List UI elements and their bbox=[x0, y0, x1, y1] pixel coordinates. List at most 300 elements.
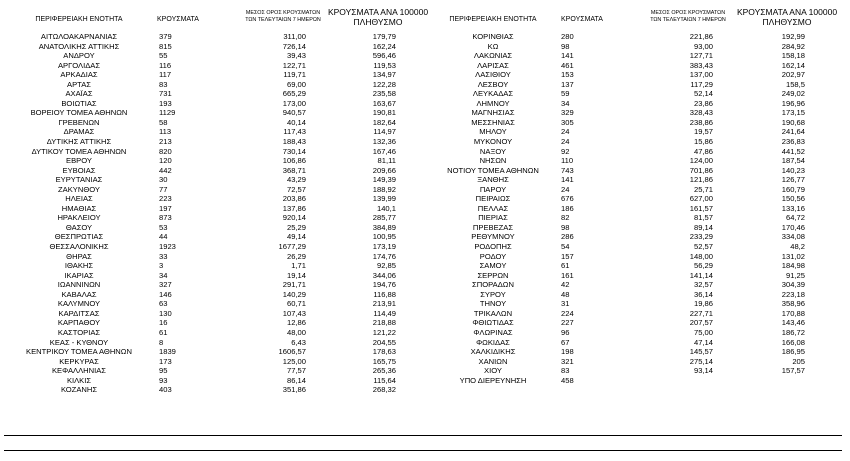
per100k-cell: 334,08 bbox=[781, 232, 805, 242]
table-row bbox=[427, 175, 844, 185]
table-row bbox=[427, 118, 844, 128]
cases-cell: 442 bbox=[159, 165, 172, 175]
cases-cell: 141 bbox=[561, 51, 574, 61]
region-cell: ΝΟΤΙΟΥ ΤΟΜΕΑ ΑΘΗΝΩΝ bbox=[447, 165, 539, 175]
cases-cell: 137 bbox=[561, 79, 574, 89]
table-row bbox=[427, 242, 844, 252]
table-row bbox=[427, 108, 844, 118]
per100k-cell: 91,25 bbox=[785, 270, 805, 280]
region-cell: ΑΝΔΡΟΥ bbox=[63, 51, 95, 61]
avg7-cell: 726,14 bbox=[282, 41, 306, 51]
cases-cell: 24 bbox=[561, 184, 570, 194]
cases-cell: 63 bbox=[159, 299, 168, 309]
avg7-cell: 137,86 bbox=[282, 203, 306, 213]
avg7-cell: 106,86 bbox=[282, 156, 306, 166]
per100k-cell: 119,53 bbox=[373, 60, 396, 70]
per100k-cell: 157,57 bbox=[781, 366, 805, 376]
cases-cell: 116 bbox=[159, 60, 172, 70]
avg7-cell: 52,14 bbox=[693, 89, 713, 99]
region-cell: ΠΕΙΡΑΙΩΣ bbox=[475, 194, 511, 204]
per100k-cell: 202,97 bbox=[781, 70, 805, 80]
table-row bbox=[427, 127, 844, 137]
header-per100k-line2: ΠΛΗΘΥΣΜΟ bbox=[762, 16, 812, 27]
table-row bbox=[427, 99, 844, 109]
per100k-cell: 173,19 bbox=[372, 242, 396, 252]
table-row bbox=[427, 89, 844, 99]
table-row bbox=[427, 328, 844, 338]
per100k-cell: 116,88 bbox=[373, 289, 396, 299]
per100k-cell: 166,08 bbox=[781, 337, 805, 347]
per100k-cell: 186,72 bbox=[781, 327, 805, 337]
avg7-cell: 383,43 bbox=[689, 60, 713, 70]
avg7-cell: 26,29 bbox=[286, 251, 306, 261]
cases-cell: 61 bbox=[561, 261, 570, 271]
table-row bbox=[427, 194, 844, 204]
table-row bbox=[427, 252, 844, 262]
per100k-cell: 265,36 bbox=[372, 366, 396, 376]
avg7-cell: 940,57 bbox=[282, 108, 306, 118]
table-row bbox=[427, 318, 844, 328]
cases-cell: 379 bbox=[159, 32, 172, 41]
region-cell: ΗΜΑΘΙΑΣ bbox=[61, 203, 97, 213]
cases-cell: 305 bbox=[561, 117, 574, 127]
table-row bbox=[6, 232, 427, 242]
cases-cell: 61 bbox=[159, 327, 168, 337]
avg7-cell: 39,43 bbox=[286, 51, 306, 61]
per100k-cell: 126,77 bbox=[781, 175, 805, 185]
region-cell: ΧΙΟΥ bbox=[484, 366, 502, 376]
table-row bbox=[6, 51, 427, 61]
avg7-cell: 93,00 bbox=[693, 41, 713, 51]
table-row bbox=[6, 366, 427, 376]
region-cell: ΒΟΙΩΤΙΑΣ bbox=[61, 98, 97, 108]
region-cell: ΚΟΖΑΝΗΣ bbox=[60, 385, 98, 395]
region-cell: ΤΡΙΚΑΛΩΝ bbox=[473, 308, 513, 318]
table-row bbox=[6, 338, 427, 348]
avg7-cell: 89,14 bbox=[693, 222, 713, 232]
region-cell: ΞΑΝΘΗΣ bbox=[477, 175, 509, 185]
region-cell: ΙΩΑΝΝΙΝΩΝ bbox=[57, 280, 101, 290]
header-cases: ΚΡΟΥΣΜΑΤΑ bbox=[157, 16, 199, 23]
region-cell: ΚΟΡΙΝΘΙΑΣ bbox=[472, 32, 514, 41]
per100k-cell: 143,46 bbox=[781, 318, 805, 328]
table-row bbox=[6, 385, 427, 395]
avg7-cell: 730,14 bbox=[282, 146, 306, 156]
per100k-cell: 134,97 bbox=[372, 70, 396, 80]
avg7-cell: 25,71 bbox=[693, 184, 713, 194]
cases-cell: 198 bbox=[561, 347, 574, 357]
table-row bbox=[427, 166, 844, 176]
region-cell: ΚΩ bbox=[487, 41, 499, 51]
table-row bbox=[427, 366, 844, 376]
cases-cell: 16 bbox=[159, 318, 168, 328]
cases-cell: 42 bbox=[561, 280, 570, 290]
cases-cell: 120 bbox=[159, 156, 172, 166]
avg7-cell: 311,00 bbox=[283, 32, 306, 41]
cases-cell: 117 bbox=[159, 70, 172, 80]
table-row bbox=[6, 175, 427, 185]
table-row bbox=[6, 252, 427, 262]
cases-cell: 193 bbox=[159, 98, 172, 108]
cases-cell: 461 bbox=[561, 60, 574, 70]
table-row bbox=[6, 328, 427, 338]
avg7-cell: 368,71 bbox=[282, 165, 306, 175]
table-row bbox=[6, 32, 427, 42]
right-table bbox=[427, 4, 844, 385]
region-cell: ΜΥΚΟΝΟΥ bbox=[473, 137, 513, 147]
table-row bbox=[6, 357, 427, 367]
region-cell: ΔΥΤΙΚΗΣ ΑΤΤΙΚΗΣ bbox=[46, 137, 112, 147]
table-row bbox=[427, 204, 844, 214]
per100k-cell: 196,96 bbox=[781, 98, 805, 108]
cases-cell: 98 bbox=[561, 222, 570, 232]
per100k-cell: 235,58 bbox=[372, 89, 396, 99]
avg7-cell: 1,71 bbox=[291, 261, 306, 271]
avg7-cell: 23,86 bbox=[693, 98, 713, 108]
avg7-cell: 238,86 bbox=[689, 117, 713, 127]
avg7-cell: 173,00 bbox=[282, 98, 306, 108]
avg7-cell: 107,43 bbox=[282, 308, 306, 318]
region-cell: ΗΛΕΙΑΣ bbox=[65, 194, 93, 204]
region-cell: ΣΥΡΟΥ bbox=[480, 289, 506, 299]
table-row bbox=[6, 280, 427, 290]
per100k-cell: 174,76 bbox=[372, 251, 396, 261]
table-row bbox=[427, 137, 844, 147]
cases-cell: 48 bbox=[561, 289, 570, 299]
avg7-cell: 275,14 bbox=[689, 356, 713, 366]
cases-cell: 173 bbox=[159, 356, 172, 366]
avg7-cell: 12,86 bbox=[286, 318, 306, 328]
table-row bbox=[6, 156, 427, 166]
table-row bbox=[427, 51, 844, 61]
avg7-cell: 32,57 bbox=[693, 280, 713, 290]
table-row bbox=[427, 223, 844, 233]
region-cell: ΚΕΦΑΛΛΗΝΙΑΣ bbox=[51, 366, 107, 376]
region-cell: ΚΕΡΚΥΡΑΣ bbox=[59, 356, 99, 366]
per100k-cell: 358,96 bbox=[781, 299, 805, 309]
table-row bbox=[427, 147, 844, 157]
table-row bbox=[6, 80, 427, 90]
per100k-cell: 187,54 bbox=[781, 156, 805, 166]
cases-cell: 329 bbox=[561, 108, 574, 118]
table-row bbox=[427, 213, 844, 223]
cases-cell: 130 bbox=[159, 308, 172, 318]
header-region: ΠΕΡΙΦΕΡΕΙΑΚΗ ΕΝΟΤΗΤΑ bbox=[35, 16, 123, 23]
per100k-cell: 184,98 bbox=[781, 261, 805, 271]
table-row bbox=[6, 271, 427, 281]
region-cell: ΛΕΥΚΑΔΑΣ bbox=[472, 89, 514, 99]
avg7-cell: 121,86 bbox=[689, 175, 713, 185]
avg7-cell: 56,29 bbox=[693, 261, 713, 271]
cases-cell: 77 bbox=[159, 184, 168, 194]
header-avg7-line2: ΤΩΝ ΤΕΛΕΥΤΑΙΩΝ 7 ΗΜΕΡΩΝ bbox=[650, 17, 726, 23]
cases-cell: 743 bbox=[561, 165, 574, 175]
region-cell: ΔΡΑΜΑΣ bbox=[63, 127, 95, 137]
cases-cell: 113 bbox=[159, 127, 172, 137]
per100k-cell: 218,88 bbox=[372, 318, 396, 328]
avg7-cell: 1606,57 bbox=[278, 347, 306, 357]
table-row bbox=[427, 290, 844, 300]
avg7-cell: 93,14 bbox=[693, 366, 713, 376]
avg7-cell: 221,86 bbox=[689, 32, 713, 41]
cases-cell: 92 bbox=[561, 146, 570, 156]
per100k-cell: 139,99 bbox=[372, 194, 396, 204]
avg7-cell: 291,71 bbox=[282, 280, 306, 290]
per100k-cell: 158,18 bbox=[781, 51, 805, 61]
table-row bbox=[6, 309, 427, 319]
region-cell: ΦΛΩΡΙΝΑΣ bbox=[473, 327, 513, 337]
table-row bbox=[6, 70, 427, 80]
avg7-cell: 140,29 bbox=[282, 289, 306, 299]
table-row bbox=[427, 376, 844, 386]
avg7-cell: 124,00 bbox=[689, 156, 713, 166]
table-row bbox=[427, 299, 844, 309]
per100k-cell: 178,63 bbox=[372, 347, 396, 357]
cases-cell: 458 bbox=[561, 375, 574, 385]
per100k-cell: 204,55 bbox=[372, 337, 396, 347]
region-cell: ΖΑΚΥΝΘΟΥ bbox=[58, 184, 100, 194]
cases-cell: 227 bbox=[561, 318, 574, 328]
avg7-cell: 351,86 bbox=[282, 385, 306, 395]
table-row bbox=[427, 338, 844, 348]
cases-cell: 224 bbox=[561, 308, 574, 318]
table-row bbox=[427, 185, 844, 195]
table-row bbox=[427, 61, 844, 71]
cases-cell: 403 bbox=[159, 385, 172, 395]
cases-cell: 34 bbox=[159, 270, 168, 280]
cases-cell: 34 bbox=[561, 98, 570, 108]
table-row bbox=[6, 318, 427, 328]
per100k-cell: 179,79 bbox=[372, 32, 396, 41]
avg7-cell: 125,00 bbox=[282, 356, 306, 366]
avg7-cell: 188,43 bbox=[282, 137, 306, 147]
cases-cell: 153 bbox=[561, 70, 574, 80]
avg7-cell: 43,29 bbox=[286, 175, 306, 185]
table-row bbox=[427, 156, 844, 166]
cases-cell: 286 bbox=[561, 232, 574, 242]
avg7-cell: 145,57 bbox=[689, 347, 713, 357]
header-per100k bbox=[733, 8, 841, 27]
per100k-cell: 170,88 bbox=[781, 308, 805, 318]
region-cell: ΑΧΑΪΑΣ bbox=[65, 89, 93, 99]
left-table-header bbox=[6, 4, 427, 30]
region-cell: ΣΕΡΡΩΝ bbox=[477, 270, 509, 280]
table-row bbox=[6, 42, 427, 52]
per100k-cell: 163,67 bbox=[372, 98, 396, 108]
avg7-cell: 148,00 bbox=[689, 251, 713, 261]
region-cell: ΝΑΞΟΥ bbox=[479, 146, 507, 156]
region-cell: ΠΡΕΒΕΖΑΣ bbox=[472, 222, 514, 232]
per100k-cell: 188,92 bbox=[372, 184, 396, 194]
cases-cell: 223 bbox=[159, 194, 172, 204]
cases-cell: 24 bbox=[561, 127, 570, 137]
region-cell: ΛΗΜΝΟΥ bbox=[476, 98, 510, 108]
per100k-cell: 140,23 bbox=[781, 165, 805, 175]
region-cell: ΜΕΣΣΗΝΙΑΣ bbox=[471, 117, 515, 127]
avg7-cell: 25,29 bbox=[286, 222, 306, 232]
cases-cell: 31 bbox=[561, 299, 570, 309]
region-cell: ΑΝΑΤΟΛΙΚΗΣ ΑΤΤΙΚΗΣ bbox=[38, 41, 120, 51]
cases-cell: 161 bbox=[561, 270, 574, 280]
region-cell: ΠΕΛΛΑΣ bbox=[477, 203, 509, 213]
per100k-cell: 223,18 bbox=[781, 289, 805, 299]
per100k-cell: 384,89 bbox=[372, 222, 396, 232]
per100k-cell: 236,83 bbox=[781, 137, 805, 147]
region-cell: ΑΙΤΩΛΟΑΚΑΡΝΑΝΙΑΣ bbox=[40, 32, 118, 41]
region-cell: ΦΘΙΩΤΙΔΑΣ bbox=[472, 318, 514, 328]
per100k-cell: 596,46 bbox=[372, 51, 396, 61]
cases-cell: 110 bbox=[561, 156, 574, 166]
region-cell: ΦΩΚΙΔΑΣ bbox=[476, 337, 510, 347]
per100k-cell: 182,64 bbox=[372, 117, 396, 127]
avg7-cell: 72,57 bbox=[286, 184, 306, 194]
avg7-cell: 1677,29 bbox=[278, 242, 306, 252]
cases-cell: 98 bbox=[561, 41, 570, 51]
table-row bbox=[6, 242, 427, 252]
cases-cell: 820 bbox=[159, 146, 172, 156]
table-row bbox=[6, 118, 427, 128]
table-row bbox=[427, 70, 844, 80]
region-cell: ΥΠΟ ΔΙΕΡΕΥΝΗΣΗ bbox=[459, 375, 527, 385]
region-cell: ΑΡΓΟΛΙΔΑΣ bbox=[57, 60, 101, 70]
avg7-cell: 19,57 bbox=[693, 127, 713, 137]
region-cell: ΣΠΟΡΑΔΩΝ bbox=[472, 280, 514, 290]
region-cell: ΙΚΑΡΙΑΣ bbox=[64, 270, 94, 280]
table-row bbox=[6, 194, 427, 204]
avg7-cell: 81,57 bbox=[693, 213, 713, 223]
cases-cell: 1129 bbox=[159, 108, 176, 118]
table-row bbox=[427, 357, 844, 367]
cases-cell: 157 bbox=[561, 251, 574, 261]
region-cell: ΛΕΣΒΟΥ bbox=[477, 79, 509, 89]
table-row bbox=[6, 185, 427, 195]
region-cell: ΑΡΤΑΣ bbox=[67, 79, 91, 89]
avg7-cell: 48,00 bbox=[286, 327, 306, 337]
per100k-cell: 48,2 bbox=[790, 242, 805, 252]
per100k-cell: 162,24 bbox=[372, 41, 396, 51]
per100k-cell: 115,64 bbox=[373, 375, 396, 385]
cases-cell: 67 bbox=[561, 337, 570, 347]
table-row bbox=[6, 89, 427, 99]
avg7-cell: 47,86 bbox=[693, 146, 713, 156]
header-per100k-line1: ΚΡΟΥΣΜΑΤΑ ΑΝΑ 100000 bbox=[327, 7, 429, 17]
region-cell: ΜΑΓΝΗΣΙΑΣ bbox=[471, 108, 515, 118]
cases-cell: 55 bbox=[159, 51, 168, 61]
per100k-cell: 190,68 bbox=[781, 117, 805, 127]
left-table bbox=[6, 4, 427, 395]
avg7-cell: 40,14 bbox=[286, 117, 306, 127]
table-row bbox=[427, 347, 844, 357]
cases-cell: 95 bbox=[159, 366, 168, 376]
table-row bbox=[6, 99, 427, 109]
table-row bbox=[6, 223, 427, 233]
region-cell: ΚΕΑΣ - ΚΥΘΝΟΥ bbox=[49, 337, 109, 347]
per100k-cell: 122,28 bbox=[372, 79, 396, 89]
left-table-body bbox=[6, 32, 427, 395]
cases-cell: 3 bbox=[159, 261, 164, 271]
region-cell: ΔΥΤΙΚΟΥ ΤΟΜΕΑ ΑΘΗΝΩΝ bbox=[31, 146, 127, 156]
avg7-cell: 920,14 bbox=[282, 213, 306, 223]
cases-cell: 815 bbox=[159, 41, 172, 51]
header-per100k-line1: ΚΡΟΥΣΜΑΤΑ ΑΝΑ 100000 bbox=[736, 7, 838, 17]
per100k-cell: 160,79 bbox=[781, 184, 805, 194]
region-cell: ΓΡΕΒΕΝΩΝ bbox=[58, 117, 100, 127]
region-cell: ΘΕΣΠΡΩΤΙΑΣ bbox=[54, 232, 104, 242]
region-cell: ΚΑΡΠΑΘΟΥ bbox=[57, 318, 101, 328]
cases-cell: 44 bbox=[159, 232, 168, 242]
region-cell: ΚΑΒΑΛΑΣ bbox=[61, 289, 97, 299]
table-row bbox=[6, 261, 427, 271]
cases-cell: 33 bbox=[159, 251, 168, 261]
region-cell: ΤΗΝΟΥ bbox=[479, 299, 507, 309]
per100k-cell: 100,95 bbox=[372, 232, 396, 242]
cases-cell: 327 bbox=[159, 280, 172, 290]
table-row bbox=[6, 213, 427, 223]
header-avg7-line2: ΤΩΝ ΤΕΛΕΥΤΑΙΩΝ 7 ΗΜΕΡΩΝ bbox=[245, 17, 321, 23]
cases-cell: 321 bbox=[561, 356, 574, 366]
avg7-cell: 69,00 bbox=[286, 79, 306, 89]
table-row bbox=[6, 290, 427, 300]
header-cases: ΚΡΟΥΣΜΑΤΑ bbox=[561, 16, 603, 23]
region-cell: ΣΑΜΟΥ bbox=[479, 261, 507, 271]
table-row bbox=[427, 280, 844, 290]
avg7-cell: 207,57 bbox=[689, 318, 713, 328]
region-cell: ΡΟΔΟΥ bbox=[479, 251, 507, 261]
per100k-cell: 304,39 bbox=[781, 280, 805, 290]
avg7-cell: 119,71 bbox=[283, 70, 306, 80]
cases-cell: 8 bbox=[159, 337, 164, 347]
avg7-cell: 117,43 bbox=[283, 127, 306, 137]
right-table-body bbox=[427, 32, 844, 385]
region-cell: ΘΑΣΟΥ bbox=[65, 222, 93, 232]
table-row bbox=[427, 232, 844, 242]
header-region: ΠΕΡΙΦΕΡΕΙΑΚΗ ΕΝΟΤΗΤΑ bbox=[449, 16, 537, 23]
cases-cell: 82 bbox=[561, 213, 570, 223]
per100k-cell: 241,64 bbox=[781, 127, 805, 137]
cases-cell: 1923 bbox=[159, 242, 176, 252]
avg7-cell: 161,57 bbox=[689, 203, 713, 213]
table-row bbox=[427, 32, 844, 42]
cases-cell: 96 bbox=[561, 327, 570, 337]
avg7-cell: 15,86 bbox=[693, 137, 713, 147]
avg7-cell: 665,29 bbox=[282, 89, 306, 99]
cases-cell: 146 bbox=[159, 289, 172, 299]
avg7-cell: 6,43 bbox=[291, 337, 306, 347]
header-avg7-line1: ΜΕΣΟΣ ΟΡΟΣ ΚΡΟΥΣΜΑΤΩΝ bbox=[245, 10, 321, 16]
cases-cell: 53 bbox=[159, 222, 168, 232]
divider-line bbox=[4, 435, 842, 436]
per100k-cell: 114,97 bbox=[373, 127, 396, 137]
cases-cell: 873 bbox=[159, 213, 172, 223]
header-avg7 bbox=[633, 10, 743, 24]
per100k-cell: 131,02 bbox=[781, 251, 805, 261]
right-table-header bbox=[427, 4, 844, 30]
per100k-cell: 133,16 bbox=[781, 203, 805, 213]
table-row bbox=[6, 299, 427, 309]
region-cell: ΛΑΡΙΣΑΣ bbox=[477, 60, 509, 70]
region-cell: ΠΙΕΡΙΑΣ bbox=[478, 213, 508, 223]
avg7-cell: 75,00 bbox=[693, 327, 713, 337]
cases-cell: 58 bbox=[159, 117, 168, 127]
region-cell: ΙΘΑΚΗΣ bbox=[64, 261, 94, 271]
region-cell: ΗΡΑΚΛΕΙΟΥ bbox=[57, 213, 101, 223]
per100k-cell: 285,77 bbox=[372, 213, 396, 223]
header-per100k bbox=[324, 8, 432, 27]
cases-cell: 197 bbox=[159, 203, 172, 213]
header-per100k-line2: ΠΛΗΘΥΣΜΟ bbox=[353, 16, 403, 27]
region-cell: ΕΥΡΥΤΑΝΙΑΣ bbox=[55, 175, 103, 185]
region-cell: ΚΑΛΥΜΝΟΥ bbox=[57, 299, 101, 309]
